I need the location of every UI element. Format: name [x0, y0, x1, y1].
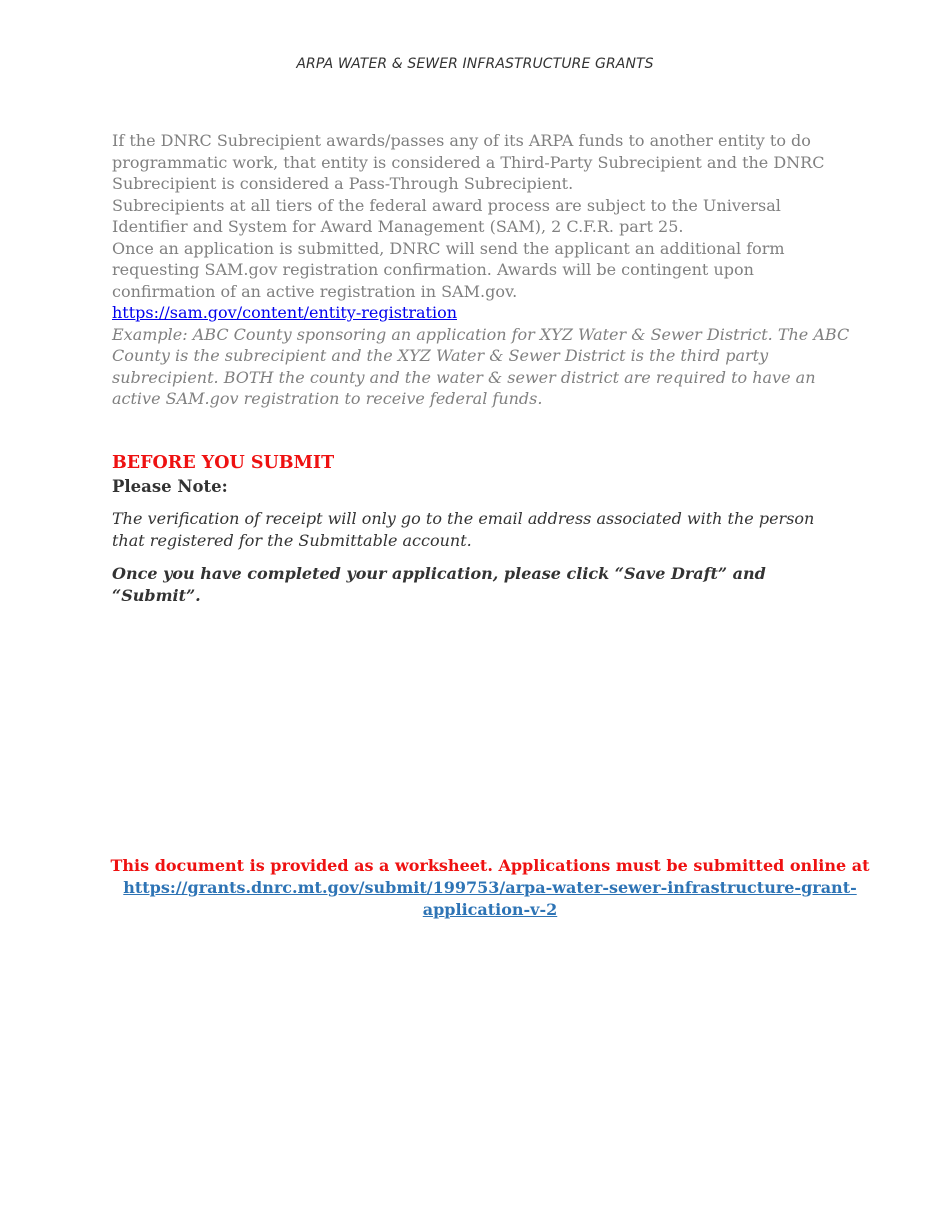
online-application-link[interactable]: https://grants.dnrc.mt.gov/submit/199753/arpa-water-sewer-infrastructure-grant-application-v-2: [123, 878, 857, 919]
before-you-submit-heading: BEFORE YOU SUBMIT: [112, 453, 335, 473]
sam-subject-paragraph: Subrecipients at all tiers of the federal award process are subject to the Universal Identifier and System for Award Management (SAM), 2 C.F.R. part 25.: [112, 195, 781, 236]
sam-link-line: [112, 302, 852, 324]
example-paragraph: Example: ABC County sponsoring an application for XYZ Water & Sewer District. The ABC County is the subrecipient and the XYZ Water & Sewer District is the third party subrecipient. BOTH the county and the water & sewer district are required to have an active SAM.gov registration to receive federal funds.: [112, 324, 850, 408]
before-you-submit-section: [112, 452, 852, 606]
worksheet-footer: [100, 855, 880, 921]
sam-registration-link[interactable]: https://sam.gov/content/entity-registration: [112, 303, 458, 322]
sam-requirements-section: [112, 130, 852, 410]
worksheet-notice: This document is provided as a worksheet. Applications must be submitted online at: [110, 856, 870, 875]
sam-confirmation-paragraph: Once an application is submitted, DNRC will send the applicant an additional form requesting SAM.gov registration confirmation. Awards will be contingent upon confirmation of an active registration in SAM.gov.: [112, 238, 785, 301]
verification-note: The verification of receipt will only go to the email address associated with the person that registered for the Submittable account.: [112, 509, 815, 550]
page-header: ARPA WATER & SEWER INFRASTRUCTURE GRANTS: [296, 56, 654, 72]
please-note-label: Please Note:: [112, 477, 228, 496]
third-party-paragraph: If the DNRC Subrecipient awards/passes any of its ARPA funds to another entity to do programmatic work, that entity is considered a Third-Party Subrecipient and the DNRC Subrecipient is considered a Pass-Through Subrecipient.: [112, 131, 825, 193]
save-submit-note: Once you have completed your application, please click “Save Draft” and “Submit”.: [112, 564, 766, 605]
